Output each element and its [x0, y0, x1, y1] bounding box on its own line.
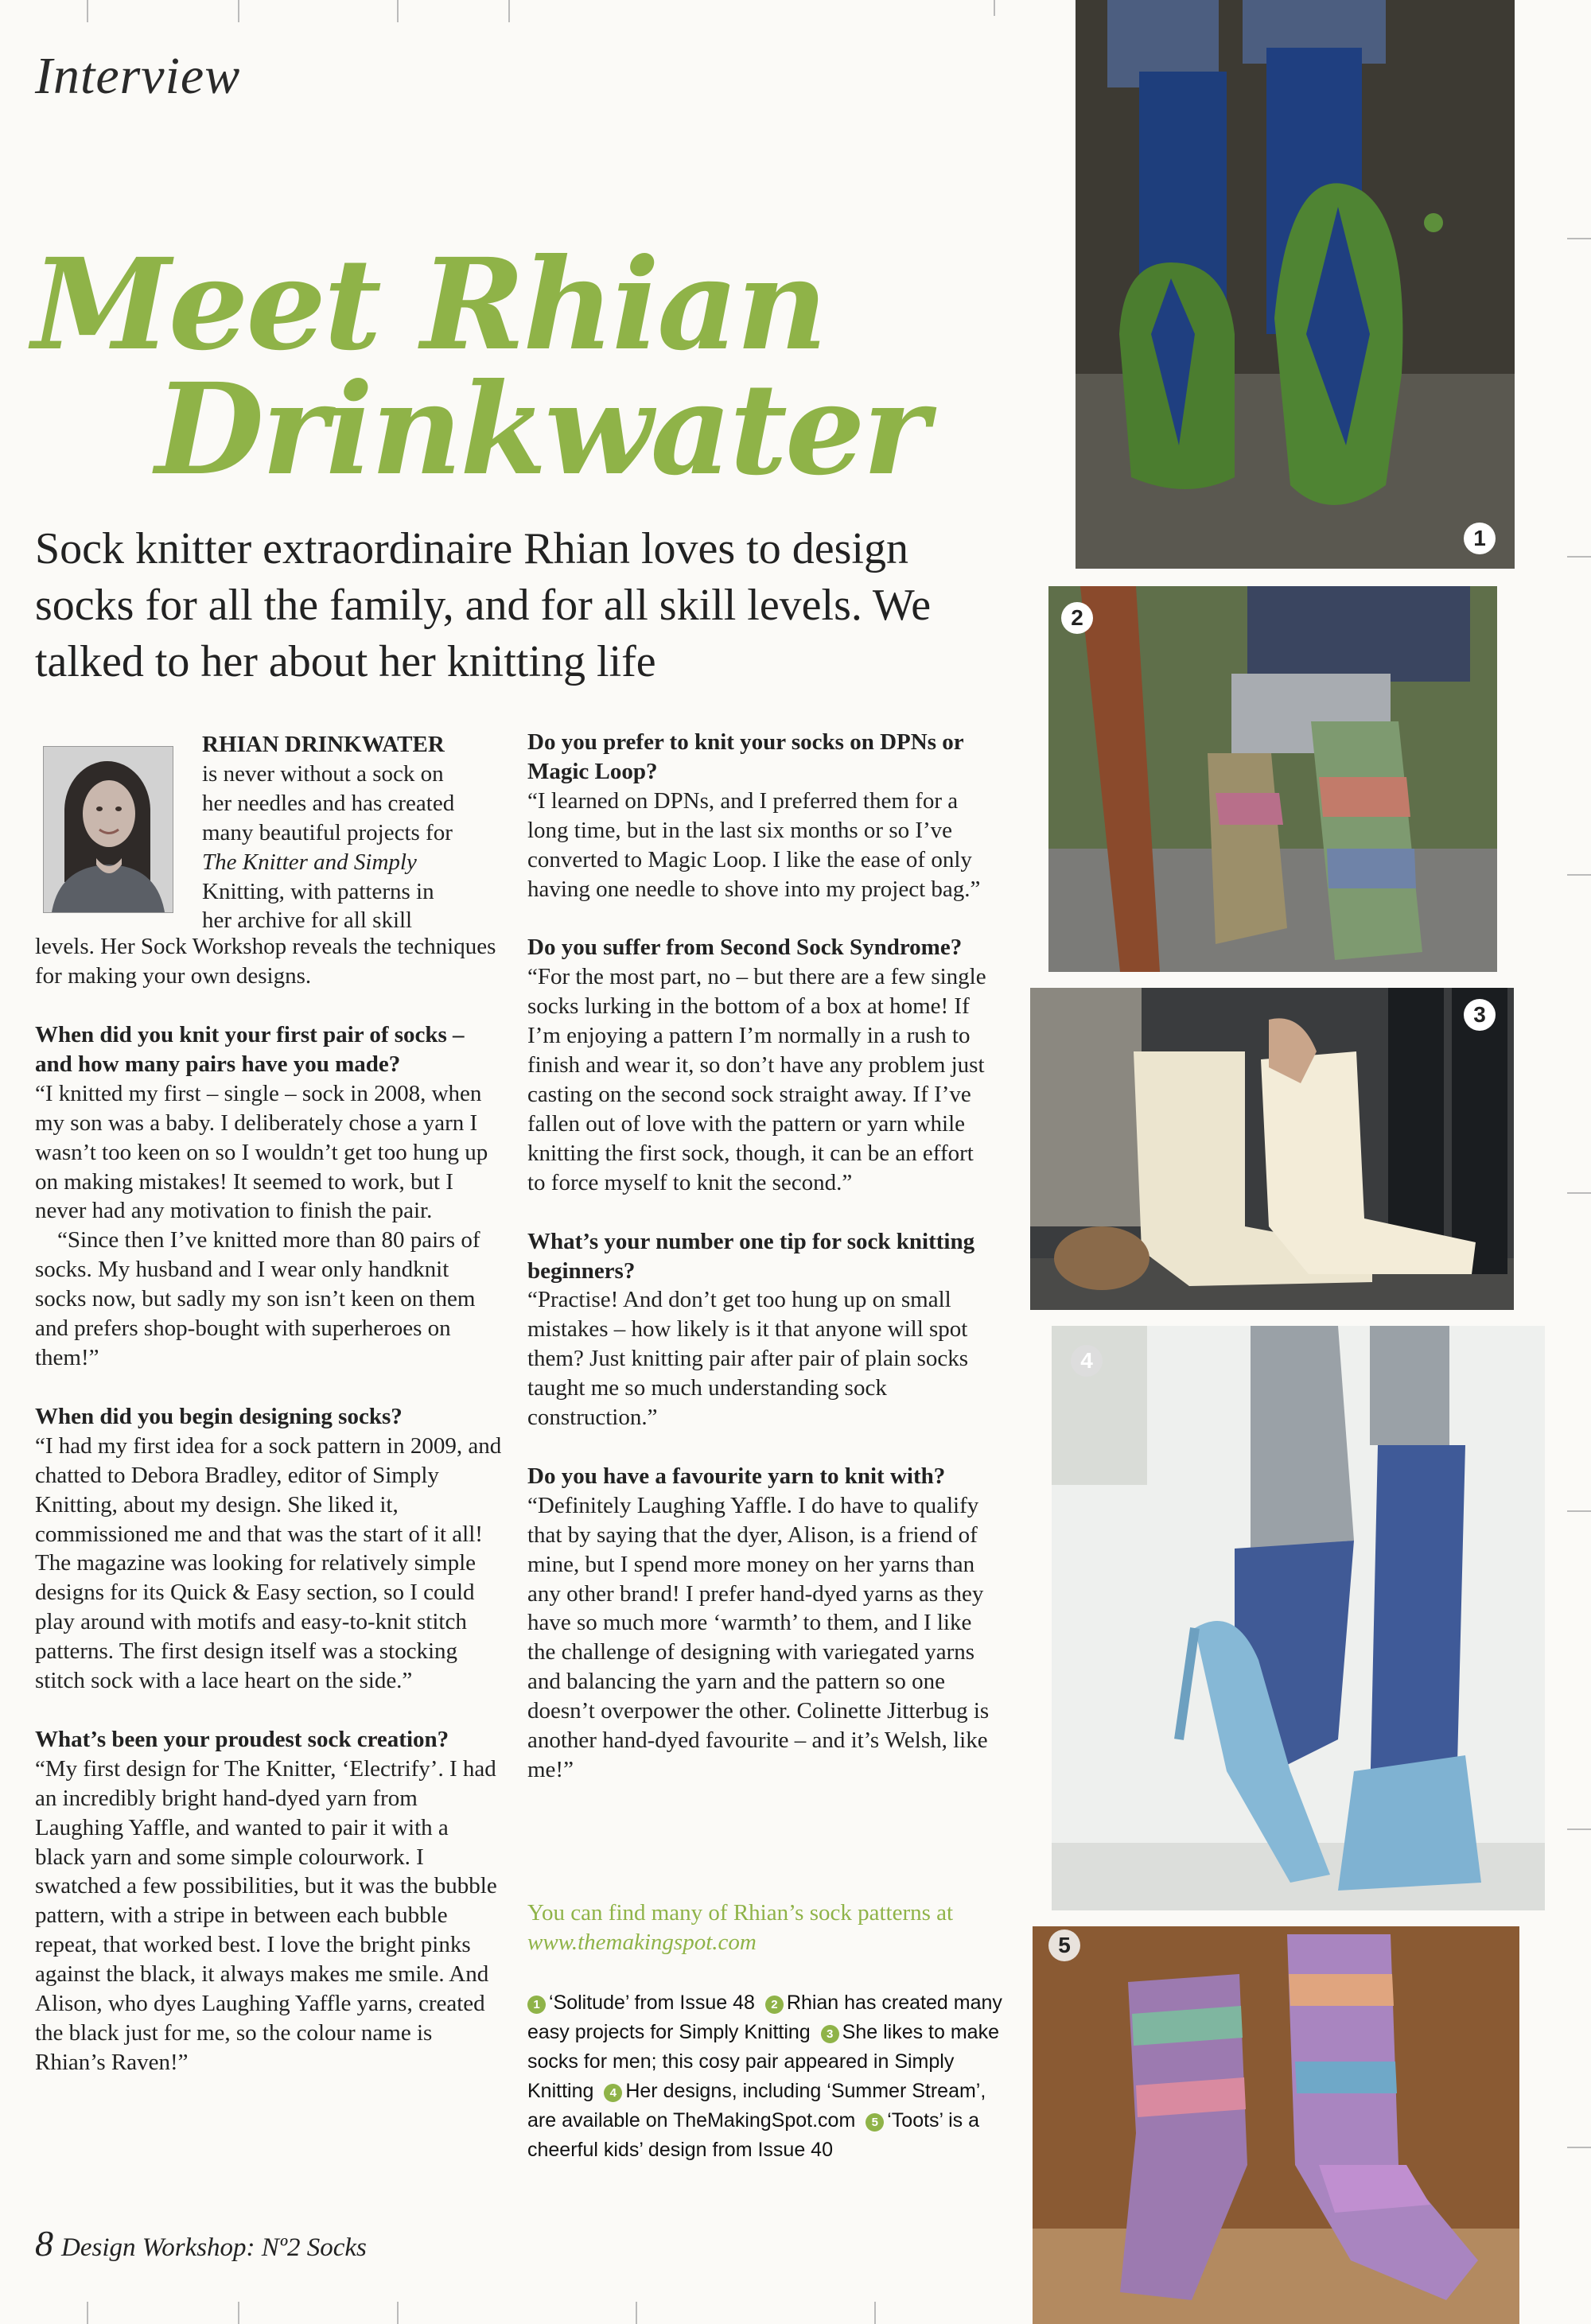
- question: Do you suffer from Second Sock Syndrome?: [527, 935, 963, 961]
- question: Do you have a favourite yarn to knit with?: [527, 1463, 946, 1489]
- bio-line: The Knitter and Simply: [202, 849, 417, 875]
- answer: “Since then I’ve knitted more than 80 pairs of socks. My husband and I wear only handknit socks now, but sadly my son isn’t keen on them and prefers shop-bought with superheroes on them!”: [35, 1227, 480, 1370]
- bio-line: her archive for all skill: [202, 907, 413, 934]
- photo-number-badge: 2: [1061, 602, 1093, 634]
- bio-line: many beautiful projects for: [202, 819, 453, 845]
- caption-number: 3: [821, 2025, 839, 2043]
- photo-blue-heels: [1052, 1326, 1545, 1910]
- caption-number: 4: [604, 2084, 622, 2102]
- caption-number: 1: [527, 1996, 546, 2014]
- pattern-link-url[interactable]: www.themakingspot.com: [527, 1930, 757, 1955]
- photo-number-badge: 5: [1048, 1930, 1080, 1961]
- publication-title: Design Workshop: Nº2 Socks: [61, 2233, 367, 2262]
- headline-line-1: Meet Rhian: [32, 231, 826, 379]
- answer: “Practise! And don’t get too hung up on small mistakes – how likely is it that anyone will spot them? Just knitting pair after pair of plain socks taught me so much understanding sock construction.”: [527, 1287, 969, 1431]
- question: What’s your number one tip for sock knitting beginners?: [527, 1228, 975, 1284]
- standfirst: Sock knitter extraordinaire Rhian loves to design socks for all the family, and for all skill levels. We talked to her about her knitting life: [35, 524, 932, 686]
- photo-captions: [527, 1988, 1005, 2165]
- author-bio: [202, 730, 500, 935]
- page-number: 8: [35, 2223, 53, 2264]
- question: When did you begin designing socks?: [35, 1403, 403, 1429]
- author-bio-continued: levels. Her Sock Workshop reveals the techniques for making your own designs.: [35, 934, 496, 989]
- photo-kids-socks: [1033, 1926, 1519, 2324]
- author-name: RHIAN DRINKWATER: [202, 732, 445, 757]
- caption-text: She likes to make socks for men; this cosy pair appeared in Simply Knitting: [527, 2021, 999, 2102]
- photo-green-shoes: [1076, 0, 1515, 569]
- answer: “Definitely Laughing Yaffle. I do have to qualify that by saying that the dyer, Alison, is a friend of mine, but I spend more money on her yarns than any other brand! I prefer hand-dyed yarns as they have so much more ‘warmth’ to them, and I like the challenge of designing with variegated yarns and balancing the yarn and the pattern so one doesn’t overpower the other. Colinette Jitterbug is another hand-dyed favourite – and it’s Welsh, like me!”: [527, 1492, 990, 1782]
- page-folio: [35, 2222, 367, 2264]
- author-portrait: [43, 746, 173, 913]
- question: Do you prefer to knit your socks on DPNs or Magic Loop?: [527, 729, 964, 784]
- photo-number-badge: 3: [1464, 999, 1496, 1031]
- answer: “My first design for The Knitter, ‘Electrify’. I had an incredibly bright hand-dyed yarn from Laughing Yaffle, and wanted to pair it with a black yarn and some simple colourwork. I swatched a few possibilities, but it was the bubble pattern, with a stripe in between each bubble repeat, that worked best. I love the bright pinks against the black, it always makes me smile. And Alison, who dyes Laughing Yaffle yarns, created the black just for me, so the colour name is Rhian’s Raven!”: [35, 1755, 497, 2075]
- caption-text: ‘Toots’ is a cheerful kids’ design from Issue 40: [527, 2109, 980, 2161]
- caption-text: Rhian has created many easy projects for Simply Knitting: [527, 1992, 1002, 2043]
- pattern-link-text: You can find many of Rhian’s sock patterns at: [527, 1900, 954, 1926]
- photo-number-badge: 4: [1071, 1345, 1103, 1377]
- interview-column-1: [35, 1020, 503, 2077]
- photo-number-badge: 1: [1464, 523, 1496, 554]
- bio-line: her needles and has created: [202, 790, 455, 816]
- caption-number: 2: [765, 1996, 784, 2014]
- interview-column-2: [527, 728, 997, 1785]
- headline-line-2: Drinkwater: [155, 356, 927, 503]
- answer: “For the most part, no – but there are a few single socks lurking in the bottom of a box at home! If I’m enjoying a pattern I’m normally in a rush to finish and wear it, so don’t have any problem just casting on the second sock straight away. If I’ve fallen out of love with the pattern or yarn while knitting the first sock, though, it can be an effort to force myself to knit the second.”: [527, 964, 986, 1195]
- pattern-link-note: [527, 1898, 1005, 1957]
- bio-line: Knitting, with patterns in: [202, 878, 434, 904]
- answer: “I learned on DPNs, and I preferred them for a long time, but in the last six months or so I’ve converted to Magic Loop. I like the ease of only having one needle to shove into my project bag.”: [527, 787, 981, 902]
- caption-number: 5: [866, 2113, 884, 2132]
- caption-text: ‘Solitude’ from Issue 48: [549, 1992, 755, 2014]
- caption-text: Her designs, including ‘Summer Stream’, are available on TheMakingSpot.com: [527, 2080, 986, 2132]
- answer: “I had my first idea for a sock pattern in 2009, and chatted to Debora Bradley, editor of Simply Knitting, about my design. She liked it, commissioned me and that was the start of it all! The magazine was looking for relatively simple designs for its Quick & Easy section, so I could play around with motifs and easy-to-knit stitch patterns. The first design itself was a stocking stitch sock with a lace heart on the side.”: [35, 1432, 502, 1694]
- section-label: Interview: [35, 47, 241, 105]
- question: What’s been your proudest sock creation?: [35, 1726, 449, 1752]
- photo-cream-socks: [1030, 988, 1514, 1310]
- answer: “I knitted my first – single – sock in 2008, when my son was a baby. I deliberately chose a yarn I wasn’t too keen on so I wouldn’t get too hung up on making mistakes! It seemed to work, but I never had any motivation to finish the pair.: [35, 1080, 488, 1224]
- photo-stripy-socks: [1048, 586, 1497, 972]
- question: When did you knit your first pair of socks – and how many pairs have you made?: [35, 1022, 465, 1077]
- bio-line: is never without a sock on: [202, 760, 444, 787]
